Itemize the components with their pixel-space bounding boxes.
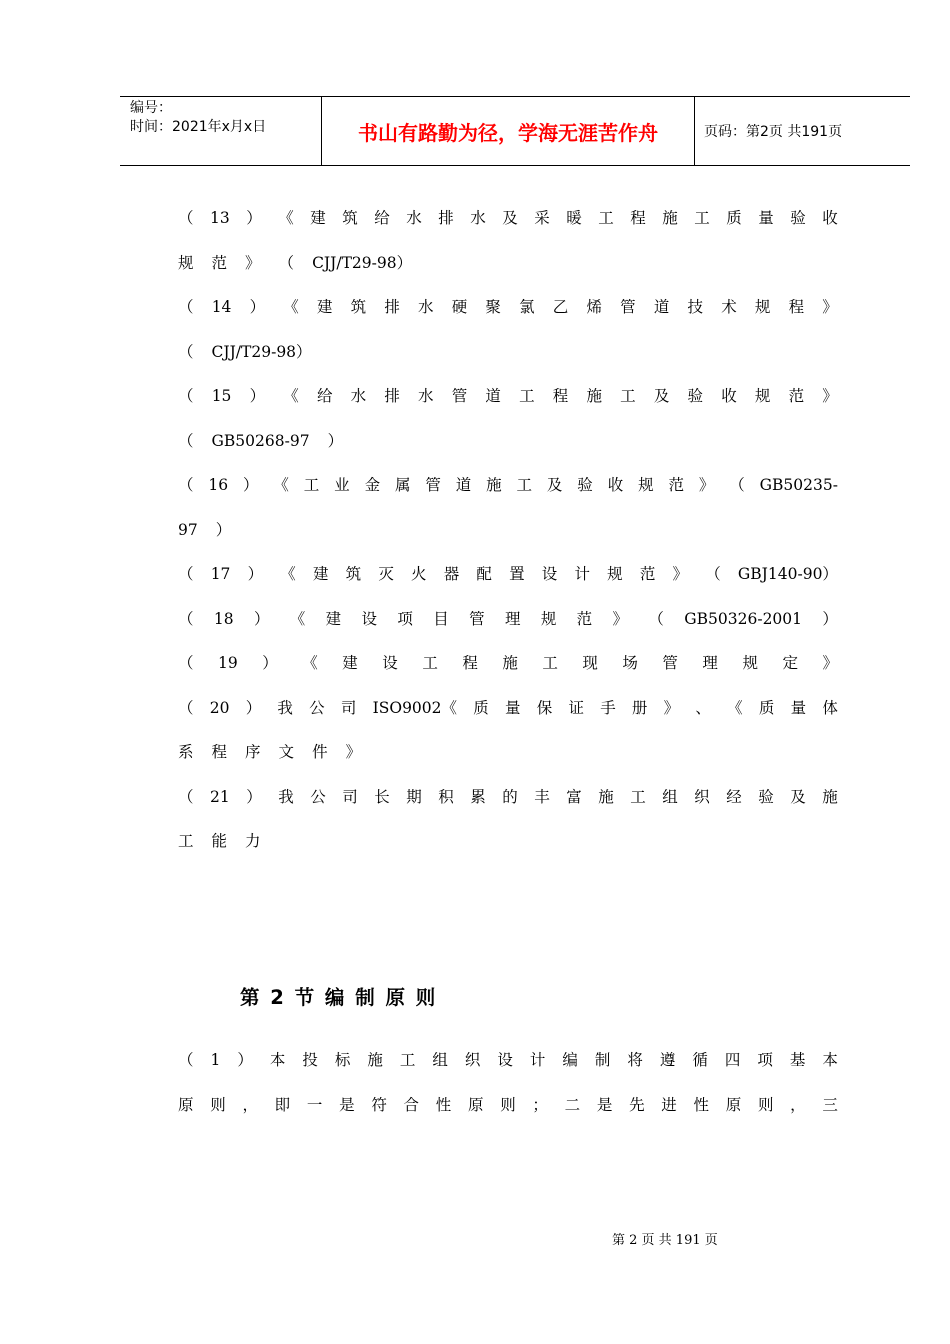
text-token: 管 xyxy=(620,298,636,316)
reference-list xyxy=(178,202,838,870)
text-token: （ xyxy=(178,565,194,583)
text-token: 组 xyxy=(662,787,678,806)
text-token: 暖 xyxy=(566,209,582,227)
text-token: 规 xyxy=(754,298,771,316)
text-token: 、 xyxy=(695,698,711,717)
text-token: 火 xyxy=(411,565,427,583)
text-token: 序 xyxy=(245,743,261,761)
text-token: 理 xyxy=(504,609,521,628)
text-token: 件 xyxy=(312,743,328,761)
text-line xyxy=(178,1044,838,1089)
text-token: 《 xyxy=(283,298,299,316)
text-token: 是 xyxy=(596,1095,613,1114)
text-line xyxy=(178,425,838,470)
text-token: 管 xyxy=(425,476,441,494)
text-token: 量 xyxy=(758,209,774,227)
text-token: ） xyxy=(237,1051,253,1069)
text-token: 验 xyxy=(758,787,774,806)
text-token: （ xyxy=(178,387,194,405)
text-token: 《 xyxy=(278,209,294,227)
text-token: 规 xyxy=(754,387,771,405)
text-token: 97 xyxy=(178,520,198,539)
text-token: 灭 xyxy=(378,565,394,583)
text-token: 道 xyxy=(455,476,472,494)
text-token: ） xyxy=(327,431,344,450)
text-token: 水 xyxy=(350,387,367,405)
text-line xyxy=(178,380,838,425)
text-line xyxy=(178,603,838,648)
text-token: 水 xyxy=(406,209,422,227)
text-token: 管 xyxy=(469,609,485,628)
text-token: 我 xyxy=(277,698,293,717)
text-line xyxy=(178,647,838,692)
text-token: 项 xyxy=(757,1051,773,1069)
text-line xyxy=(178,336,838,381)
text-token: 性 xyxy=(693,1095,710,1114)
text-token: 验 xyxy=(577,476,593,494)
text-token: 织 xyxy=(694,787,710,806)
text-token: 硬 xyxy=(451,298,468,316)
text-token: 15 xyxy=(211,387,232,405)
text-token: 先 xyxy=(629,1095,645,1114)
text-token: 建 xyxy=(312,565,329,583)
text-token: GBJ140-90） xyxy=(737,565,838,583)
text-token: 项 xyxy=(397,609,413,628)
text-line xyxy=(178,558,838,603)
header-meta xyxy=(130,99,320,137)
text-token: 1 xyxy=(210,1051,221,1069)
text-token: 排 xyxy=(384,387,400,405)
text-token: 三 xyxy=(822,1095,838,1114)
text-token: CJJ/T29-98） xyxy=(312,253,413,272)
text-token: 原 xyxy=(725,1095,742,1114)
text-token: 》 xyxy=(245,253,261,272)
text-token: 及 xyxy=(790,787,806,806)
text-token: 量 xyxy=(790,698,807,717)
text-token: 工 xyxy=(422,654,438,672)
text-token: 配 xyxy=(476,565,492,583)
text-token: （ xyxy=(705,565,721,583)
text-token: 程 xyxy=(211,743,228,761)
text-line xyxy=(178,692,838,737)
text-token: （ xyxy=(178,476,194,494)
text-token: 》 xyxy=(663,698,680,717)
text-token: 场 xyxy=(622,654,638,672)
text-token: 证 xyxy=(568,698,584,717)
text-token: ） xyxy=(247,565,264,583)
text-token: 建 xyxy=(342,654,358,672)
text-token: 18 xyxy=(213,609,234,628)
text-token: 20 xyxy=(209,698,230,717)
text-token: 筑 xyxy=(345,565,362,583)
text-line xyxy=(178,736,838,781)
text-token: 21 xyxy=(210,787,230,806)
text-token: 施 xyxy=(822,787,838,806)
text-token: 道 xyxy=(485,387,501,405)
text-token: 筑 xyxy=(342,209,358,227)
text-token: 定 xyxy=(782,654,798,672)
text-token: 及 xyxy=(502,209,518,227)
text-token: 质 xyxy=(758,698,775,717)
text-token: （ xyxy=(178,431,194,450)
text-token: 本 xyxy=(822,1051,838,1069)
text-token: 《 xyxy=(283,387,299,405)
text-token: 氯 xyxy=(519,298,535,316)
text-token: 工 xyxy=(694,209,710,227)
text-token: 《 xyxy=(273,476,289,494)
header-page-info: 页码：第2页 共191页 xyxy=(704,124,843,140)
text-token: 范 xyxy=(639,565,656,583)
text-token: 》 xyxy=(822,298,838,316)
text-token: 水 xyxy=(418,298,434,316)
text-token: ， xyxy=(790,1095,806,1114)
text-token: 工 xyxy=(542,654,558,672)
text-token: 》 xyxy=(345,743,362,761)
text-token: 则 xyxy=(500,1095,516,1114)
document-number-label: 编号： xyxy=(130,100,172,116)
text-token: 本 xyxy=(269,1051,286,1069)
text-token: GB50268-97 xyxy=(211,431,310,450)
text-token: 设 xyxy=(541,565,558,583)
text-token: 及 xyxy=(546,476,563,494)
text-token: 符 xyxy=(371,1095,387,1114)
text-token: 19 xyxy=(218,654,238,672)
text-token: ） xyxy=(822,609,838,628)
text-token: 公 xyxy=(310,787,326,806)
text-token: ） xyxy=(243,476,259,494)
text-token: （ xyxy=(178,654,194,672)
text-token: 规 xyxy=(742,654,758,672)
text-token: 力 xyxy=(245,832,261,850)
text-token: 系 xyxy=(178,743,194,761)
text-token: （ xyxy=(178,609,194,628)
text-token: 现 xyxy=(582,654,598,672)
text-token: 公 xyxy=(309,698,325,717)
text-token: 13 xyxy=(210,209,230,227)
text-token: 程 xyxy=(630,209,646,227)
text-token: 设 xyxy=(382,654,398,672)
text-token: 量 xyxy=(504,698,521,717)
text-token: ） xyxy=(246,209,262,227)
text-token: （ xyxy=(178,787,194,806)
text-token: （ xyxy=(178,342,194,361)
document-time-label: 时间：2021年x月x日 xyxy=(130,119,267,135)
text-token: 原 xyxy=(467,1095,484,1114)
text-token: 手 xyxy=(600,698,616,717)
text-token: 质 xyxy=(726,209,742,227)
text-token: 程 xyxy=(462,654,478,672)
text-token: 施 xyxy=(367,1051,383,1069)
text-token: 验 xyxy=(687,387,704,405)
text-token: ） xyxy=(245,698,262,717)
text-token: 工 xyxy=(516,476,533,494)
text-token: 进 xyxy=(661,1095,677,1114)
text-token: 施 xyxy=(586,387,602,405)
text-token: 是 xyxy=(339,1095,355,1114)
text-token: 施 xyxy=(502,654,518,672)
text-token: 的 xyxy=(502,787,518,806)
text-token: ） xyxy=(249,298,266,316)
text-line xyxy=(178,202,838,247)
text-token: （ xyxy=(648,609,664,628)
text-token: 计 xyxy=(574,565,590,583)
text-token: 工 xyxy=(303,476,320,494)
text-token: 司 xyxy=(342,787,358,806)
text-token: 金 xyxy=(364,476,381,494)
text-token: 管 xyxy=(662,654,678,672)
text-token: 合 xyxy=(403,1095,420,1114)
text-token: 属 xyxy=(394,476,411,494)
text-token: ） xyxy=(246,787,262,806)
text-token: 施 xyxy=(662,209,678,227)
text-token: （ xyxy=(278,253,295,272)
text-token: 管 xyxy=(451,387,468,405)
text-line xyxy=(178,825,838,870)
section-heading: 第 2 节 编 制 原 则 xyxy=(240,986,438,1009)
text-token: 基 xyxy=(789,1051,806,1069)
text-token: 程 xyxy=(788,298,805,316)
text-line xyxy=(178,514,838,559)
text-token: （ xyxy=(178,209,194,227)
text-token: ） xyxy=(253,609,270,628)
text-token: 遵 xyxy=(659,1051,676,1069)
text-token: 建 xyxy=(316,298,333,316)
text-token: 规 xyxy=(540,609,557,628)
text-token: 原 xyxy=(178,1095,194,1114)
text-token: 体 xyxy=(822,698,838,717)
text-token: 《 xyxy=(302,654,318,672)
text-token: 14 xyxy=(211,298,232,316)
text-token: 规 xyxy=(607,565,623,583)
text-token: 富 xyxy=(566,787,582,806)
text-token: 长 xyxy=(374,787,390,806)
text-token: 范 xyxy=(668,476,684,494)
text-token: 道 xyxy=(653,298,670,316)
text-token: 工 xyxy=(598,209,614,227)
text-line xyxy=(178,291,838,336)
text-token: 给 xyxy=(316,387,333,405)
text-token: 保 xyxy=(536,698,553,717)
text-token: 理 xyxy=(702,654,718,672)
text-token: 期 xyxy=(406,787,422,806)
text-token: 即 xyxy=(274,1095,291,1114)
text-token: 丰 xyxy=(534,787,550,806)
text-token: 》 xyxy=(822,654,838,672)
text-token: 置 xyxy=(509,565,525,583)
text-token: ； xyxy=(532,1095,548,1114)
text-token: （ xyxy=(178,698,194,717)
text-token: 制 xyxy=(594,1051,611,1069)
text-token: 范 xyxy=(211,253,228,272)
text-token: GB50326-2001 xyxy=(684,609,803,628)
text-token: 《 xyxy=(289,609,306,628)
principles-paragraph xyxy=(178,1044,838,1133)
text-token: 》 xyxy=(822,387,838,405)
text-token: ） xyxy=(262,654,278,672)
text-token: 编 xyxy=(562,1051,578,1069)
text-token: GB50235- xyxy=(759,476,838,494)
text-token: ） xyxy=(249,387,266,405)
text-token: 收 xyxy=(607,476,624,494)
text-token: 水 xyxy=(470,209,486,227)
text-token: 二 xyxy=(564,1095,581,1114)
text-token: 器 xyxy=(443,565,460,583)
text-token: 建 xyxy=(310,209,326,227)
text-token: 投 xyxy=(302,1051,318,1069)
text-token: 范 xyxy=(576,609,593,628)
text-token: 筑 xyxy=(350,298,367,316)
text-token: 性 xyxy=(435,1095,452,1114)
text-token: 技 xyxy=(687,298,704,316)
text-token: 将 xyxy=(627,1051,643,1069)
text-line xyxy=(178,247,838,292)
text-token: 循 xyxy=(692,1051,708,1069)
text-token: ， xyxy=(242,1095,258,1114)
text-token: 目 xyxy=(433,609,449,628)
text-token: 建 xyxy=(325,609,342,628)
text-token: 程 xyxy=(552,387,569,405)
text-token: 排 xyxy=(438,209,454,227)
text-token: 工 xyxy=(399,1051,416,1069)
text-token: 收 xyxy=(721,387,737,405)
text-token: 工 xyxy=(620,387,636,405)
text-token: 积 xyxy=(438,787,454,806)
text-token: ISO9002《 xyxy=(372,698,458,717)
text-token: 组 xyxy=(432,1051,448,1069)
text-token: 质 xyxy=(473,698,489,717)
text-line xyxy=(178,781,838,826)
text-token: 17 xyxy=(210,565,231,583)
text-token: 规 xyxy=(638,476,654,494)
text-token: 我 xyxy=(278,787,294,806)
text-token: 《 xyxy=(727,698,743,717)
text-token: 业 xyxy=(334,476,350,494)
text-token: 设 xyxy=(361,609,378,628)
text-token: 经 xyxy=(726,787,742,806)
text-token: 册 xyxy=(631,698,648,717)
text-token: 则 xyxy=(757,1095,774,1114)
page-footer: 第 2 页 共 191 页 xyxy=(612,1233,718,1248)
text-token: 标 xyxy=(334,1051,351,1069)
text-token: 《 xyxy=(280,565,296,583)
text-token: （ xyxy=(729,476,745,494)
text-token: 术 xyxy=(721,298,737,316)
text-token: 能 xyxy=(211,832,228,850)
text-token: 施 xyxy=(486,476,502,494)
text-token: 采 xyxy=(534,209,550,227)
text-token: 规 xyxy=(178,253,194,272)
text-token: 验 xyxy=(790,209,806,227)
text-token: 范 xyxy=(788,387,805,405)
text-line xyxy=(178,469,838,514)
text-token: 烯 xyxy=(586,298,602,316)
text-token: 工 xyxy=(519,387,535,405)
text-line xyxy=(178,1089,838,1134)
text-token: 收 xyxy=(822,209,838,227)
text-token: （ xyxy=(178,298,194,316)
text-token: 》 xyxy=(672,565,689,583)
text-token: 织 xyxy=(464,1051,481,1069)
text-token: 四 xyxy=(724,1051,741,1069)
text-token: 计 xyxy=(529,1051,546,1069)
text-token: 排 xyxy=(384,298,400,316)
text-token: 16 xyxy=(208,476,229,494)
text-token: 则 xyxy=(210,1095,226,1114)
text-token: 给 xyxy=(374,209,390,227)
text-token: 聚 xyxy=(485,298,501,316)
text-token: 及 xyxy=(653,387,670,405)
text-token: 》 xyxy=(612,609,629,628)
header-motto: 书山有路勤为径，学海无涯苦作舟 xyxy=(321,97,695,165)
text-token: ） xyxy=(215,520,232,539)
page-header xyxy=(120,96,910,166)
text-token: 司 xyxy=(340,698,357,717)
text-token: 》 xyxy=(698,476,715,494)
text-token: 水 xyxy=(418,387,434,405)
text-token: 工 xyxy=(178,832,194,850)
text-token: （ xyxy=(178,1051,194,1069)
text-token: 文 xyxy=(278,743,295,761)
text-token: 一 xyxy=(306,1095,323,1114)
text-token: 工 xyxy=(630,787,646,806)
text-token: 乙 xyxy=(552,298,569,316)
text-token: 设 xyxy=(497,1051,513,1069)
text-token: 累 xyxy=(470,787,486,806)
text-token: CJJ/T29-98） xyxy=(211,342,312,361)
text-token: 施 xyxy=(598,787,614,806)
